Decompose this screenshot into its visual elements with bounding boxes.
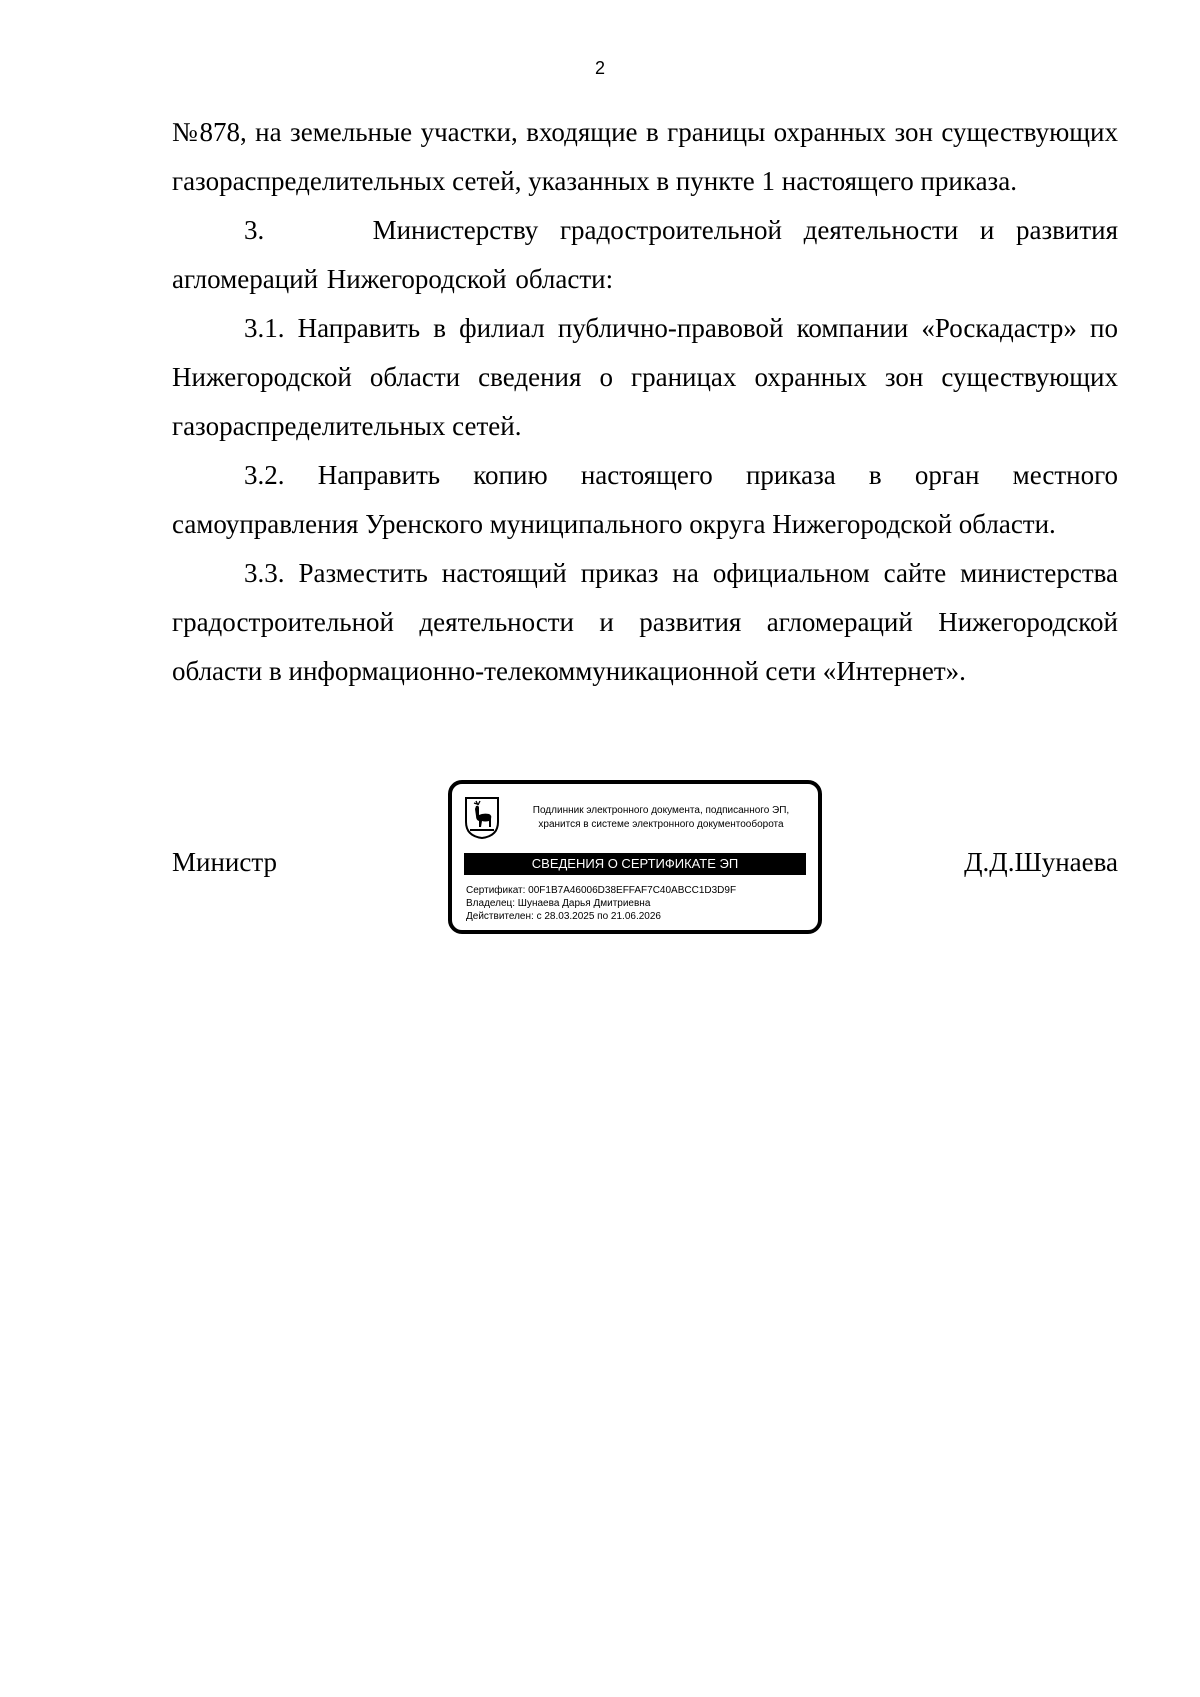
stamp-note [512,804,810,832]
document-body [172,108,1118,696]
stamp-note-line-2: хранится в системе электронного документооборота [538,819,784,830]
signature-block [172,780,1118,940]
paragraph-item-3-2: 3.2. Направить копию настоящего приказа в орган местного самоуправления Уренского муниципального округа Нижегородской области. [172,460,1118,539]
stamp-note-line-1: Подлинник электронного документа, подписанного ЭП, [532,805,790,816]
certificate-owner: Владелец: Шунаева Дарья Дмитриевна [466,898,651,909]
certificate-validity: Действителен: с 28.03.2025 по 21.06.2026 [466,911,661,922]
paragraph-continuation: №878, на земельные участки, входящие в границы охранных зон существующих газораспределительных сетей, указанных в пункте 1 настоящего приказа. [172,117,1118,196]
paragraph-item-3: 3. Министерству градостроительной деятельности и развития агломераций Нижегородской области: [172,215,1118,294]
certificate-serial: Сертификат: 00F1B7A46006D38EFFAF7C40ABCC1D3D9F [466,885,737,896]
certificate-details [466,884,736,923]
nizhny-novgorod-deer-emblem-icon [464,796,500,840]
signer-title: Министр [172,847,277,877]
paragraph-item-3-3: 3.3. Разместить настоящий приказ на официальном сайте министерства градостроительной деятельности и развития агломераций Нижегородской области в информационно-телекоммуникационной сети «Интернет». [172,558,1118,686]
page-number: 2 [594,58,605,78]
paragraph-item-3-1: 3.1. Направить в филиал публично-правовой компании «Роскадастр» по Нижегородской области сведения о границах охранных зон существующих газораспределительных сетей. [172,313,1118,441]
signer-name: Д.Д.Шунаева [964,847,1118,877]
electronic-signature-stamp [448,780,822,934]
certificate-header: СВЕДЕНИЯ О СЕРТИФИКАТЕ ЭП [464,853,806,875]
